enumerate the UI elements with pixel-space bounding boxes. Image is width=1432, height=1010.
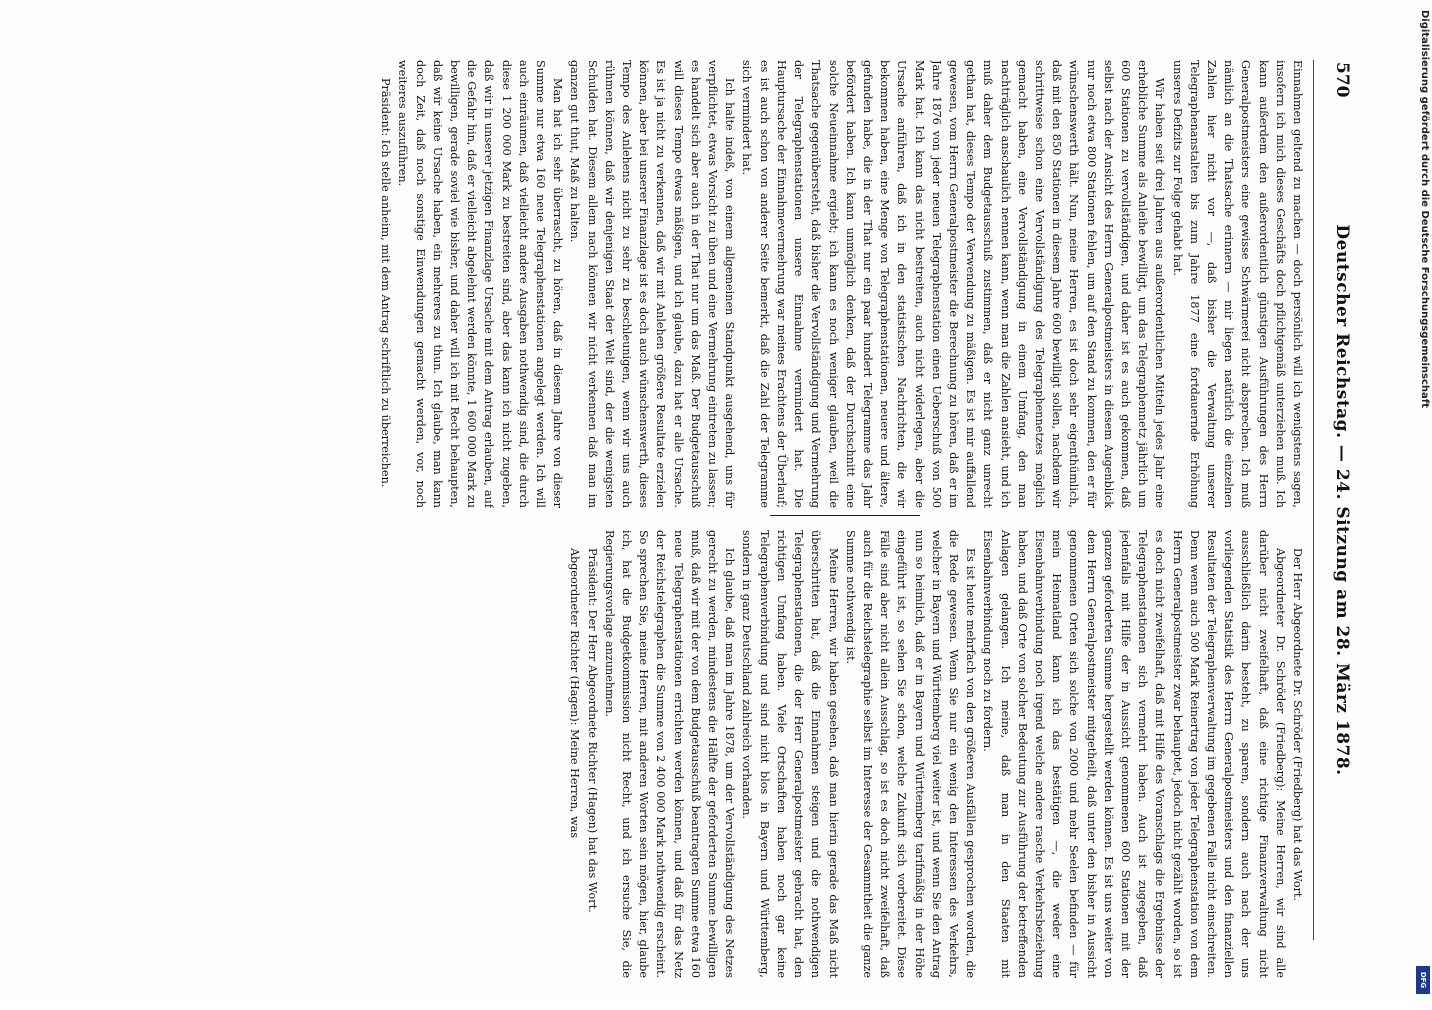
page-title: Deutscher Reichstag. — 24. Sitzung am 28. März 1878.	[1332, 224, 1352, 776]
paragraph: Der Herr Abgeordnete Dr. Schröder (Friedberg) hat das Wort.	[1291, 548, 1304, 901]
paragraph: Abgeordneter Dr. Schröder (Friedberg): Meine Herren, wir sind alle darüber nicht zweifelhaft, daß eine richtige Finanzverwaltung nicht ausschließlich darin besteht, zu sparen, sondern auch nach der uns vorliegenden Statistik des Herrn Generalpostmeisters und den finanziellen Resultaten der Telegraphenverwaltung im gegebenen Falle nicht einschreiten. Denn wenn auch 500 Mark Reinertrag von jeder Telegraphenstation von dem Herrn Generalpostmeister zwar behauptet, jedoch nicht gezählt worden, so ist es doch nicht zweifelhaft, daß mit Hilfe des Voranschlags die Ergebnisse der Telegraphenstationen sich vermehrt haben. Auch ist zugegeben, daß jedenfalls mit Hilfe der in Aussicht genommenen 600 Stationen mit der ganzen geforderten Summe hergestellt werden können. Es ist uns weiter von dem Herrn Generalpostmeister mitgetheilt, daß unter den bisher in Aussicht genommenen Orten sich solche von 2000 und mehr Seelen befinden — für mein Heimatland kann ich das bestätigen —, die weder eine Eisenbahnverbindung noch irgend welche andere rasche Verkehrsbeziehung haben, und daß Orte von solcher Bedeutung zur Ausführung der betreffenden Anlagen gelangen. Ich meine, daß man in den Staaten mit Eisenbahnverbindung noch zu fordern.	[981, 530, 1287, 978]
right-column	[106, 530, 1306, 978]
paragraph: Abgeordneter Richter (Hagen): Meine Herren, was	[568, 548, 582, 839]
dfg-logo	[1416, 966, 1430, 994]
left-column	[106, 60, 1306, 508]
header-rule	[1313, 60, 1314, 940]
page-number: 570	[1332, 62, 1352, 98]
page-header	[1322, 62, 1352, 938]
paragraph: Präsident: Der Herr Abgeordnete Richter (Hagen) hat das Wort.	[585, 548, 599, 913]
paragraph: Meine Herren, wir haben gesehen, daß man hierin gerade das Maß nicht überschritten hat, daß die Einnahmen steigen und die nothwendigen Telegraphenstationen, die der Herr Generalpostmeister gebracht hat, den richtigen Umfang haben. Viele Ortschaften haben noch gar keine Telegraphenverbindung und sind nicht blos in Bayern und Württemberg, sondern in ganz Deutschland zahlreich vorhanden.	[740, 530, 840, 978]
paragraph: Es ist heute mehrfach von den größeren Ausfällen gesprochen worden, die die Rede gewesen. Wenn Sie nur ein wenig den Interessen des Verkehrs, welcher in Bayern und Württemberg viel weiter ist, und wenn Sie den Antrag nun so heimlich, daß er in Bayern und Württemberg tarifmäßig in der Höhe eingeführt ist, so sehen Sie schon, welche Zukunft sich vorbereitet. Diese Fälle sind aber nicht allein Ausschlag, so ist es doch nicht zweifelhaft, daß auch für die Reichstelegraphie selbst im Interesse der Gesammtheit die ganze Summe nothwendig ist.	[843, 530, 978, 978]
dfg-logo-text: DFG	[1419, 971, 1427, 989]
digitization-credit	[1414, 0, 1432, 1000]
paragraph: Ich glaube, daß man im Jahre 1878, um der Vervollständigung des Netzes gerecht zu werden, mindestens die Hälfte der geforderten Summe bewilligen muß, daß wir mit der von dem Budgetausschuß beantragten Summe etwa 160 neue Telegraphenstationen errichten werden können, und daß für das Netz der Reichstelegraphen die Summe von 2 400 000 Mark nothwendig erscheint. So sprechen Sie, meine Herren, mit anderen Worten sein mögen, hier, glaube ich, hat die Budgetkommission nicht Recht, und ich ersuche Sie, die Regierungsvorlage anzunehmen.	[602, 530, 737, 978]
paragraph: Ich halte indeß, von einem allgemeinen Standpunkt ausgehend, uns für verpflichtet, etwas Vorsicht zu üben und eine Vermehrung eintreten zu lassen; es handelt sich aber auch in der That nur um das Maß. Der Budgetausschuß will dieses Tempo etwas mäßigen, und ich glaube, dazu hat er alle Ursache. Es ist ja nicht zu verkennen, daß wir mit Anlehen größere Resultate erzielen können, aber bei unserer Finanzlage ist es doch auch wünschenswerth, dieses Tempo des Anlehens nicht zu sehr zu beschleunigen, wenn wir uns auch rühmen können, daß wir denjenigen Staat der Welt sind, der die wenigsten Schulden hat. Diesem allem nach können wir nicht verkennen daß man im ganzen gut thut, Maß zu halten.	[568, 60, 737, 508]
credit-text: Digitalisierung gefördert durch die Deutsche Forschungsgemeinschaft	[1419, 10, 1430, 408]
paragraph: Wir haben seit drei Jahren aus außerordentlichen Mitteln jedes Jahr eine erhebliche Summe als Anleihe bewilligt, um das Telegraphennetz jährlich um 600 Stationen zu vervollständigen, und daher ist es auch gekommen, daß selbst nach der Ansicht des Herrn Generalpostmeisters in diesem Augenblick nur noch etwa 800 Stationen fehlen, um auf den Stand zu kommen, den er für wünschenswerth hält. Nun, meine Herren, es ist doch sehr eigenthümlich, daß mit den 850 Stationen in diesem Jahre 600 bewilligt sollen, nachdem wir schrittweise schon eine Vervollständigung des Telegraphennetzes möglich gemacht haben, eine Vervollständigung in einem Umfang, den man nachträglich anschaulich nennen kann, wenn man die Zahlen ansieht, und ich muß daher dem Budgetausschuß zustimmen, daß er nicht ganz unrecht gethan hat, dieses Tempo der Verwendung zu mäßigen. Es ist mir auffallend gewesen, vom Herrn Generalpostmeister die Berechnung zu hören, daß er im Jahre 1876 von jeder neuen Telegraphenstation einen Ueberschuß von 500 Mark hat. Ich kann das nicht bestreiten, auch nicht widerlegen, aber die Ursache anführen, daß ich in den statistischen Nachrichten, die wir bekommen haben, eine Menge von Telegraphenstationen, neuere und ältere, gefunden habe, die in der That nur ein paar hundert Telegramme das Jahr befördert haben. Ich kann unmöglich denken, daß der Durchschnitt eine solche Neueinnahme ergiebt; ich kann es noch weniger glauben, weil die Thatsache gegenübersteht, daß bisher die Vervollständigung und Vermehrung der Telegraphenstationen unsere Einnahme vermindert hat. Die Hauptursache der Einnahmevermehrung war meines Erachtens der Überlauf; es ist auch schon von anderer Seite bemerkt, daß die Zahl der Telegramme sich vermindert hat.	[740, 60, 1167, 508]
paragraph: Präsident: Ich stelle anheim, mit dem Antrag schriftlich zu überreichen.	[379, 78, 393, 488]
paragraph: Einnahmen geltend zu machen — doch persönlich will ich wenigstens sagen, insofern ich mich dieses Geschäfts doch pflichtgemäß unterziehen muß. Ich kann außerdem den außerordentlich günstigen Ausführungen des Herrn Generalpostmeisters eine gewisse Schwärmerei nicht absprechen. Ich muß nämlich an die Thatsache erinnern — mir liegen natürlich die einzelnen Zahlen hier nicht vor —, daß bisher die Verwaltung unserer Telegraphenanstalten bis zum Jahre 1877 eine fortdauernde Erhöhung unseres Defizits zur Folge gehabt hat.	[1170, 60, 1304, 508]
column-divider	[770, 515, 920, 516]
paragraph: Man hat ich sehr überrascht, zu hören, daß in diesem Jahre von dieser Summe nur etwa 160 neue Telegraphenstationen angelegt werden. Ich will auch einräumen, daß vielleicht andere Ausgaben nothwendig sind, die durch diese 1 200 000 Mark zu bestreiten sind, aber das kann ich nicht zugeben, daß wir in unserer jetzigen Finanzlage Ursache mit dem Antrag erlauben, auf die Gefahr hin, daß er vielleicht abgelehnt werden könnte, 1 600 000 Mark zu bewilligen, gerade soviel wie bisher, und daher will ich mit Recht behaupten, daß wir keine Ursache haben, ein mehreres zu thun. Ich glaube, man kann doch Zeit, daß noch sonstige Einwendungen gemacht werden, vor, noch weiteres auszuführen.	[396, 60, 565, 508]
